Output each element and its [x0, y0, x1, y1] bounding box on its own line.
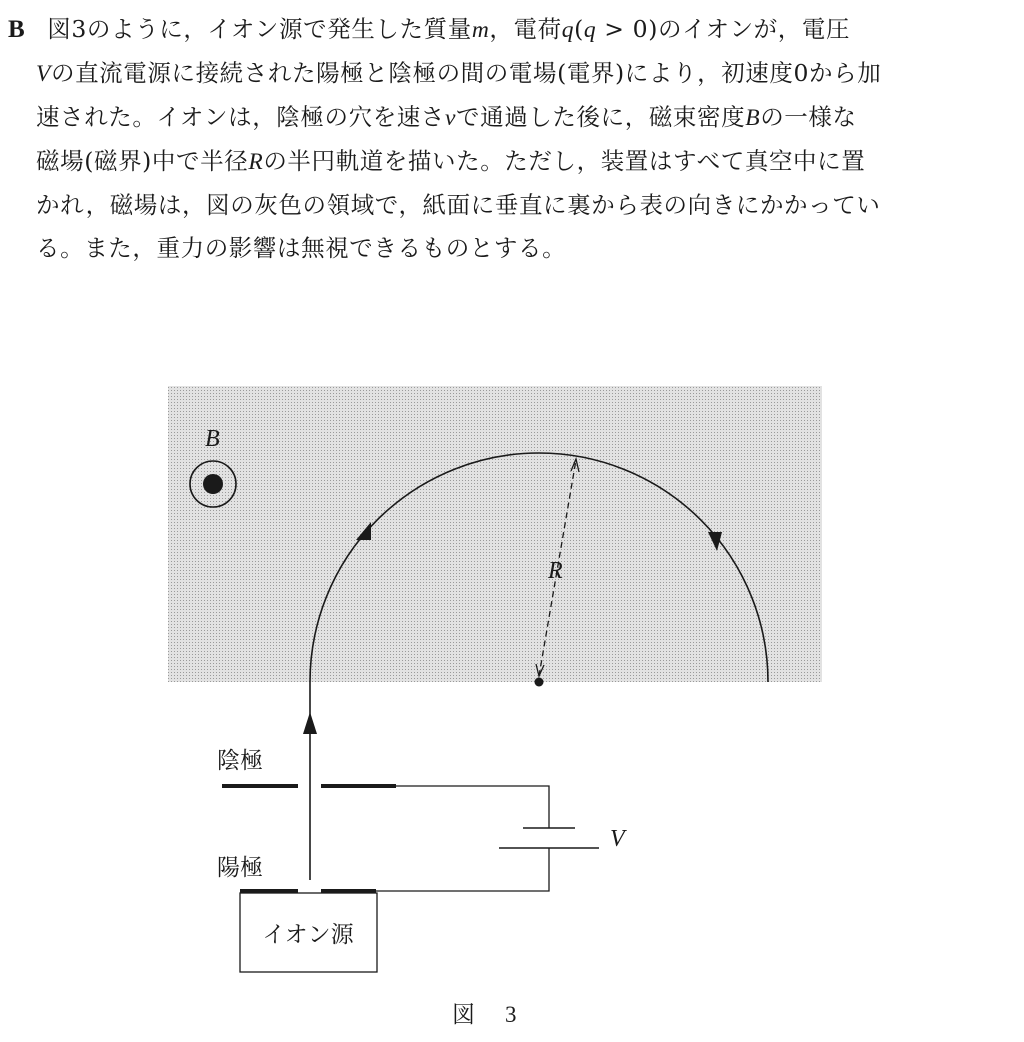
radius-symbol: R — [248, 149, 264, 175]
radius-label: R — [548, 558, 563, 584]
field-label: B — [205, 426, 220, 452]
field-symbol: B — [745, 105, 761, 131]
arrow-up-icon — [303, 712, 317, 734]
caption-number: 3 — [505, 1002, 517, 1027]
text-segment: の直流電源に接続された陽極と陰極の間の電場(電界)により，初速度0から加 — [50, 59, 882, 87]
text-segment: ( — [574, 15, 584, 43]
text-segment: > 0)のイオンが，電圧 — [596, 15, 851, 43]
ion-source-label: イオン源 — [262, 922, 354, 948]
figure-caption — [452, 996, 517, 1029]
voltage-symbol: V — [36, 61, 51, 87]
caption-text: 図 — [452, 1002, 475, 1028]
text-segment: ，電荷 — [489, 15, 562, 43]
orbit-center-dot — [535, 678, 544, 687]
mass-symbol: m — [471, 17, 490, 43]
text-segment: 速された。イオンは，陰極の穴を速さ — [36, 103, 445, 131]
voltage-label: V — [610, 826, 625, 852]
cathode-label: 陰極 — [217, 748, 263, 774]
text-segment: 磁場(磁界)中で半径 — [36, 147, 249, 175]
magnetic-field-region — [168, 386, 822, 682]
charge-symbol: q — [583, 17, 597, 43]
speed-symbol: v — [445, 105, 457, 131]
text-segment: 図3のように，イオン源で発生した質量 — [47, 15, 472, 43]
wire-anode — [376, 848, 549, 891]
text-segment: の半円軌道を描いた。ただし，装置はすべて真空中に置 — [263, 147, 866, 175]
anode-label: 陽極 — [217, 855, 263, 881]
text-segment: の一様な — [760, 103, 857, 131]
charge-symbol: q — [561, 17, 575, 43]
text-segment: で通過した後に，磁束密度 — [456, 103, 746, 131]
text-segment: かれ，磁場は，図の灰色の領域で，紙面に垂直に裏から表の向きにかかってい — [36, 191, 881, 219]
text-segment: る。また，重力の影響は無視できるものとする。 — [36, 234, 567, 262]
problem-label: B — [8, 16, 26, 43]
wire-cathode — [396, 786, 549, 828]
